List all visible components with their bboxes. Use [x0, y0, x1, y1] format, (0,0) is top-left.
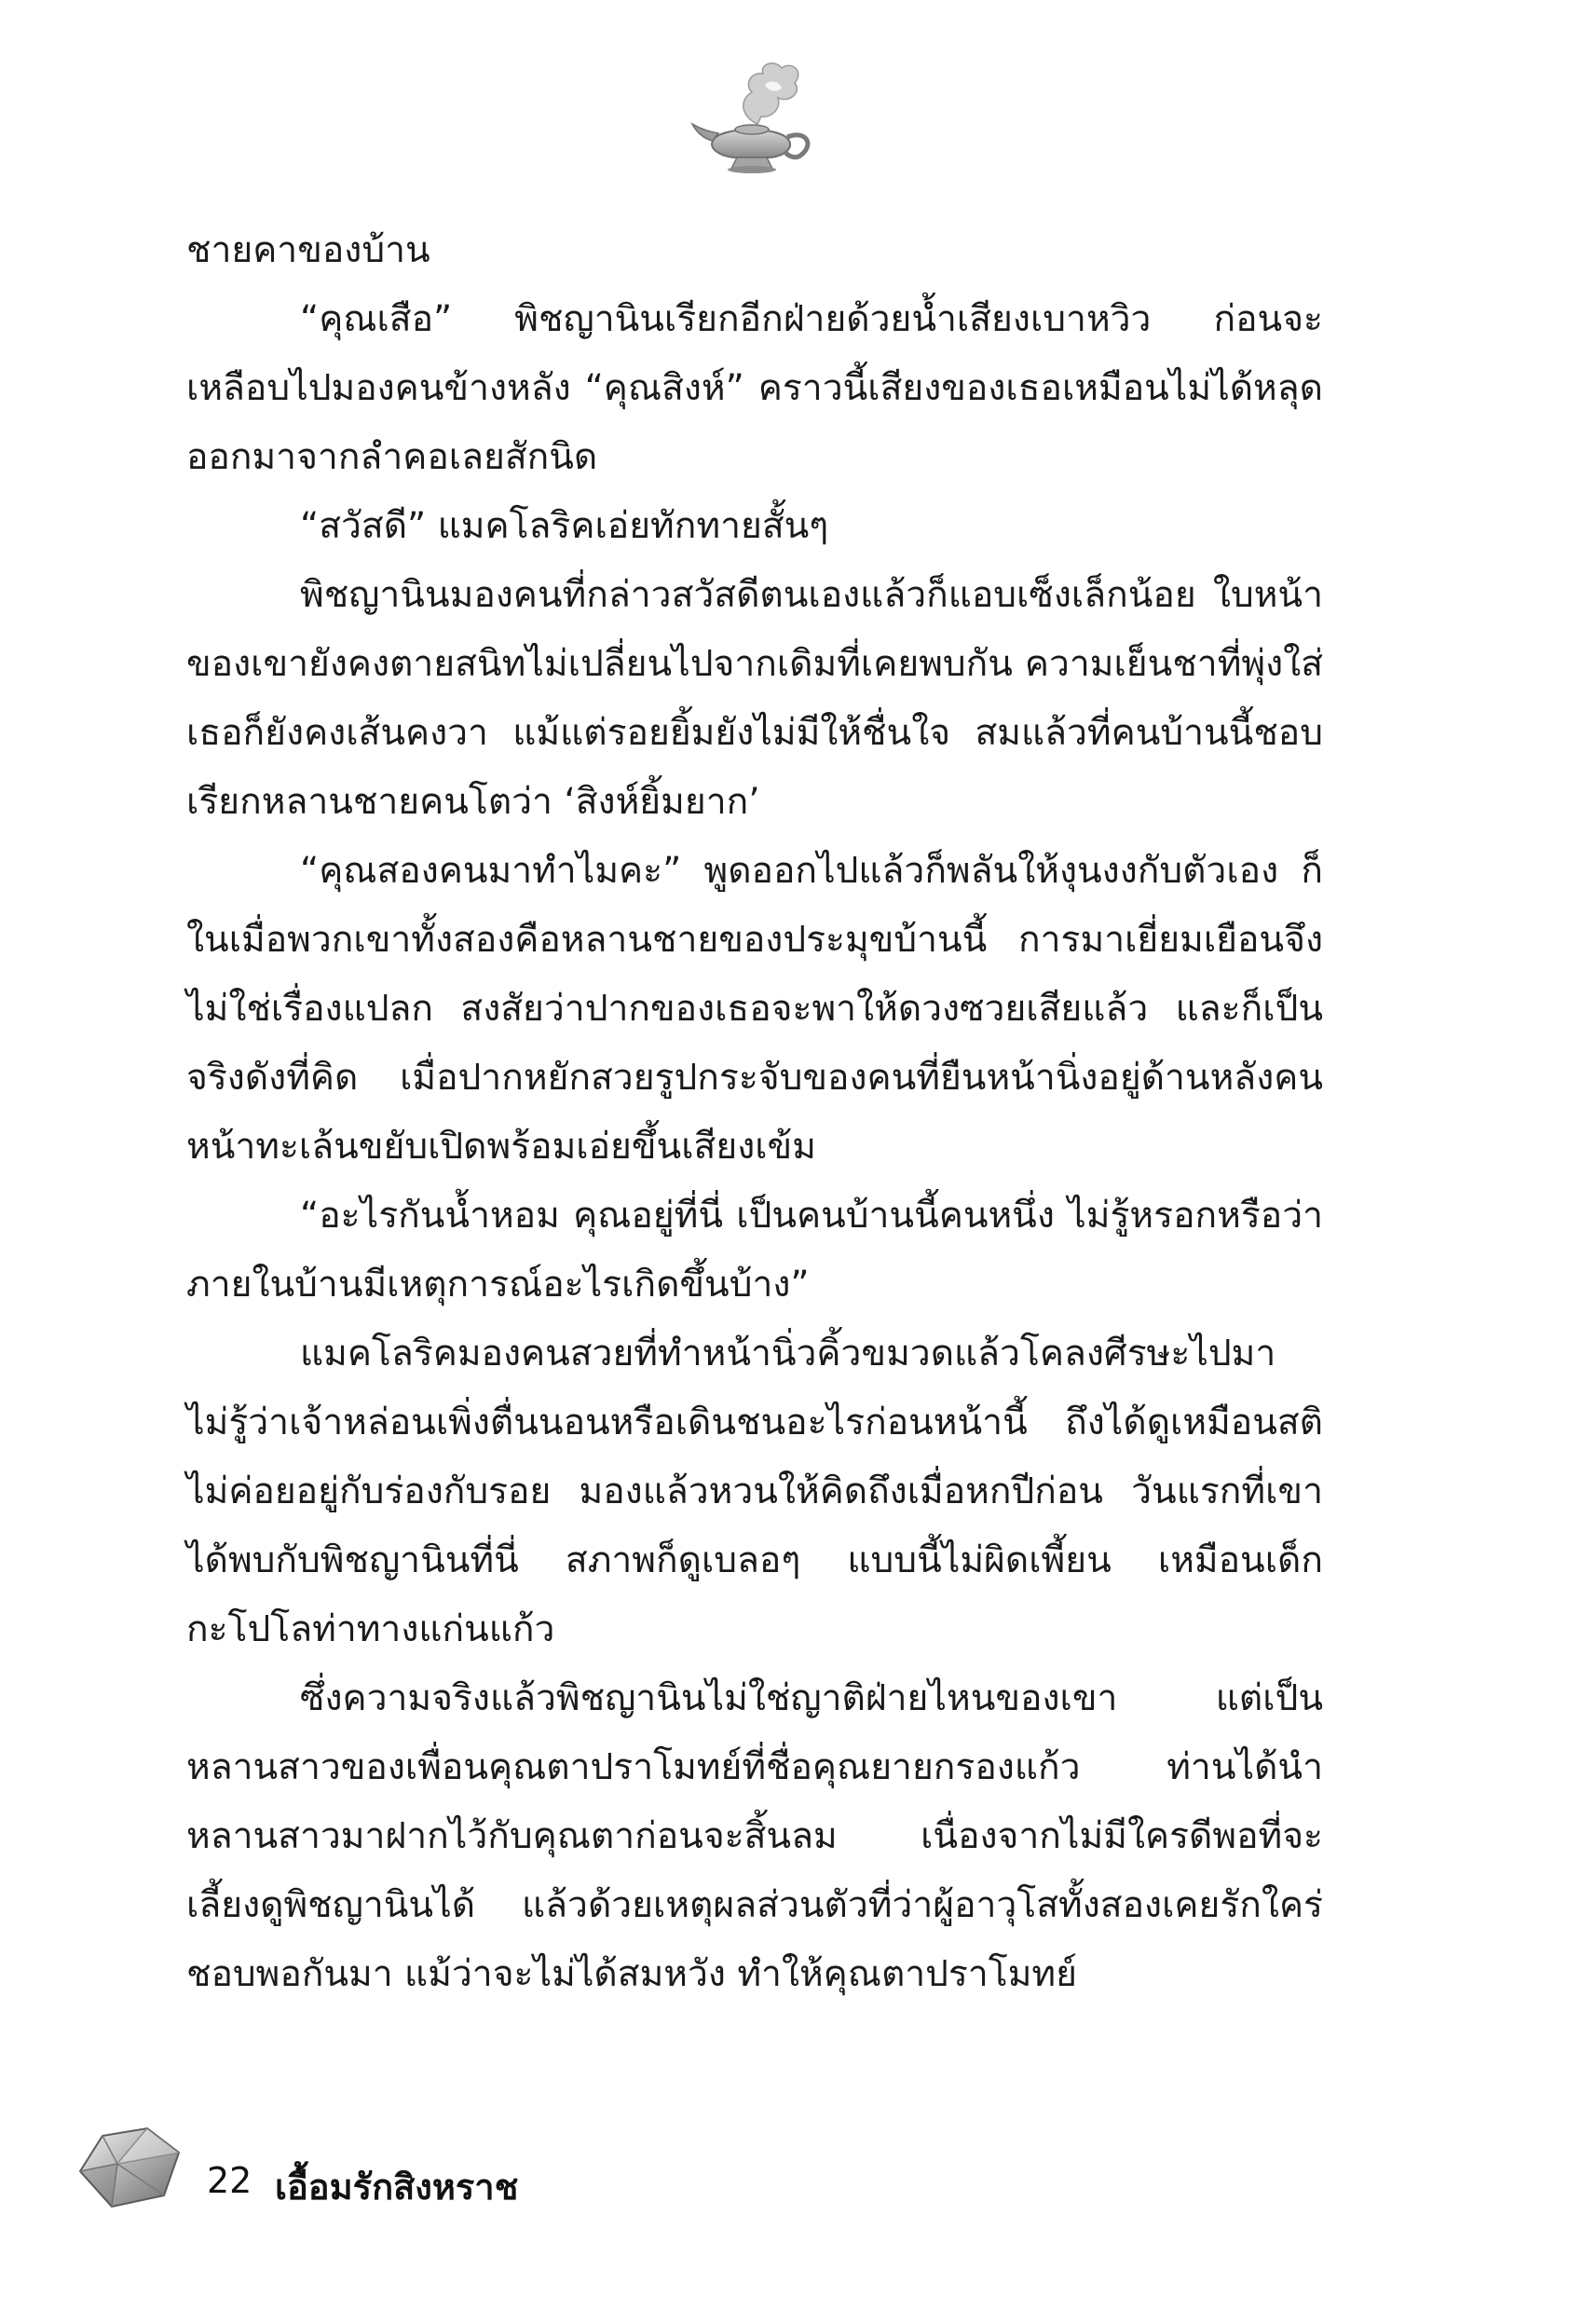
paragraph: พิชญานินมองคนที่กล่าวสวัสดีตนเองแล้วก็แอบเซ็งเล็กน้อย ใบหน้าของเขายังคงตายสนิทไม่เปลี่ยนไปจากเดิมที่เคยพบกัน ความเย็นชาที่พุ่งใส่เธอก็ยังคงเส้นคงวา แม้แต่รอยยิ้มยังไม่มีให้ชื่นใจ สมแล้วที่คนบ้านนี้ชอบเรียกหลานชายคนโตว่า ‘สิงห์ยิ้มยาก’ — [186, 574, 1323, 823]
book-title: เอื้อมรักสิงหราช — [275, 2167, 519, 2208]
body-text — [186, 216, 1323, 2009]
paragraph: “คุณสองคนมาทำไมคะ” พูดออกไปแล้วก็พลันให้งุนงงกับตัวเอง ก็ในเมื่อพวกเขาทั้งสองคือหลานชายของประมุขบ้านนี้ การมาเยี่ยมเยือนจึงไม่ใช่เรื่องแปลก สงสัยว่าปากของเธอจะพาให้ดวงซวยเสียแล้ว และก็เป็นจริงดังที่คิด เมื่อปากหยักสวยรูปกระจับของคนที่ยืนหน้านิ่งอยู่ด้านหลังคนหน้าทะเล้นขยับเปิดพร้อมเอ่ยขึ้นเสียงเข้ม — [186, 850, 1323, 1168]
diamond-icon — [75, 2115, 186, 2218]
paragraph: “คุณเสือ” พิชญานินเรียกอีกฝ่ายด้วยน้ำเสียงเบาหวิว ก่อนจะเหลือบไปมองคนข้างหลัง “คุณสิงห์” คราวนี้เสียงของเธอเหมือนไม่ได้หลุดออกมาจากลำคอเลยสักนิด — [186, 298, 1323, 478]
paragraph: “สวัสดี” แมคโลริคเอ่ยทักทายสั้นๆ — [300, 505, 829, 547]
paragraph: แมคโลริคมองคนสวยที่ทำหน้านิ่วคิ้วขมวดแล้วโคลงศีรษะไปมา ไม่รู้ว่าเจ้าหล่อนเพิ่งตื่นนอนหรือเดินชนอะไรก่อนหน้านี้ ถึงได้ดูเหมือนสติไม่ค่อยอยู่กับร่องกับรอย มองแล้วหวนให้คิดถึงเมื่อหกปีก่อน วันแรกที่เขาได้พบกับพิชญานินที่นี่ สภาพก็ดูเบลอๆ แบบนี้ไม่ผิดเพี้ยน เหมือนเด็กกะโปโลท่าทางแก่นแก้ว — [186, 1333, 1323, 1650]
paragraph: ซึ่งความจริงแล้วพิชญานินไม่ใช่ญาติฝ่ายไหนของเขา แต่เป็นหลานสาวของเพื่อนคุณตาปราโมทย์ที่ชื่อคุณยายกรองแก้ว ท่านได้นำหลานสาวมาฝากไว้กับคุณตาก่อนจะสิ้นลม เนื่องจากไม่มีใครดีพอที่จะเลี้ยงดูพิชญานินได้ แล้วด้วยเหตุผลส่วนตัวที่ว่าผู้อาวุโสทั้งสองเคยรักใคร่ชอบพอกันมา แม้ว่าจะไม่ได้สมหวัง ทำให้คุณตาปราโมทย์ — [186, 1677, 1323, 1995]
paragraph: “อะไรกันน้ำหอม คุณอยู่ที่นี่ เป็นคนบ้านนี้คนหนึ่ง ไม่รู้หรอกหรือว่าภายในบ้านมีเหตุการณ์อะไรเกิดขึ้นบ้าง” — [186, 1195, 1323, 1306]
paragraph: ชายคาของบ้าน — [186, 229, 430, 271]
genie-lamp-icon — [685, 51, 825, 191]
page-number: 22 — [207, 2160, 252, 2201]
page-footer — [75, 2115, 727, 2227]
